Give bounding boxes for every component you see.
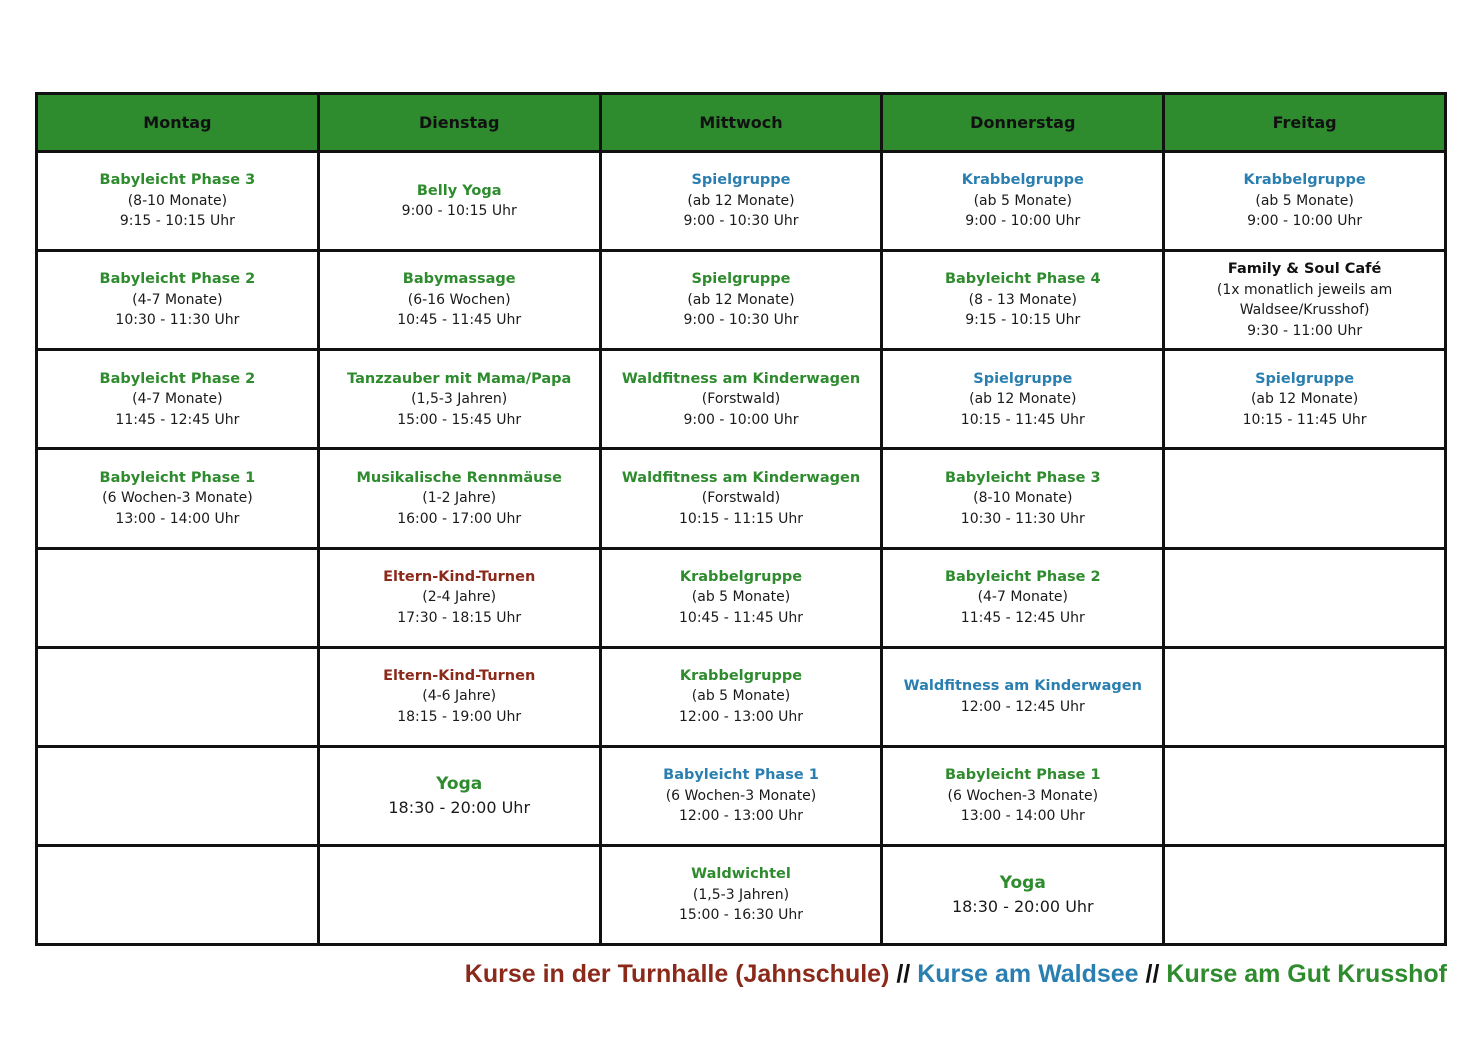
course-time: 17:30 - 18:15 Uhr — [397, 609, 522, 626]
course-time: 16:00 - 17:00 Uhr — [397, 510, 522, 527]
schedule-row — [37, 845, 1446, 944]
location-legend — [465, 960, 1447, 989]
course-title: Krabbelgruppe — [1243, 172, 1366, 189]
course-cell — [37, 251, 319, 350]
course-title: Babyleicht Phase 2 — [944, 568, 1101, 585]
course-cell — [882, 746, 1164, 845]
course-time: 9:00 - 10:15 Uhr — [401, 203, 517, 220]
course-cell — [600, 548, 882, 647]
course-cell — [600, 746, 882, 845]
course-detail: (ab 5 Monate) — [691, 688, 791, 705]
course-title: Babymassage — [402, 271, 516, 288]
course-time: 9:00 - 10:00 Uhr — [683, 411, 799, 428]
legend-separator: // — [1138, 960, 1167, 988]
course-detail: (6 Wochen-3 Monate) — [947, 787, 1099, 804]
course-detail: (4-7 Monate) — [977, 589, 1069, 606]
course-cell — [318, 548, 600, 647]
course-detail: (1x monatlich jeweils am — [1216, 281, 1393, 298]
course-time: 18:30 - 20:00 Uhr — [388, 797, 531, 817]
course-time: 9:00 - 10:30 Uhr — [683, 312, 799, 329]
course-time: 9:00 - 10:00 Uhr — [1247, 213, 1363, 230]
course-title: Babyleicht Phase 4 — [944, 271, 1101, 288]
course-title: Babyleicht Phase 3 — [944, 469, 1101, 486]
course-time: 15:00 - 15:45 Uhr — [397, 411, 522, 428]
course-detail: (8-10 Monate) — [973, 490, 1073, 507]
day-header: Donnerstag — [882, 94, 1164, 152]
course-detail: (8-10 Monate) — [127, 192, 228, 209]
course-time: 10:45 - 11:45 Uhr — [397, 312, 522, 329]
course-title: Waldwichtel — [691, 866, 791, 883]
course-time: 10:30 - 11:30 Uhr — [960, 510, 1085, 527]
course-time: 10:45 - 11:45 Uhr — [679, 609, 803, 626]
course-title: Eltern-Kind-Turnen — [383, 568, 536, 585]
course-detail: Waldsee/Krusshof) — [1239, 302, 1370, 319]
course-title: Krabbelgruppe — [679, 667, 803, 684]
empty-slot — [1164, 548, 1446, 647]
course-title: Waldfitness am Kinderwagen — [621, 469, 861, 486]
schedule-row — [37, 449, 1446, 548]
course-detail: (1,5-3 Jahren) — [411, 391, 508, 408]
schedule-row — [37, 746, 1446, 845]
schedule-row — [37, 350, 1446, 449]
course-detail: (6-16 Wochen) — [407, 291, 511, 308]
schedule-row — [37, 647, 1446, 746]
schedule-row — [37, 251, 1446, 350]
course-time: 13:00 - 14:00 Uhr — [960, 808, 1085, 825]
course-detail: (Forstwald) — [701, 490, 781, 507]
course-title: Belly Yoga — [416, 182, 502, 199]
course-cell — [318, 152, 600, 251]
course-time: 10:15 - 11:15 Uhr — [679, 510, 803, 527]
course-detail: (Forstwald) — [701, 391, 781, 408]
course-cell — [37, 350, 319, 449]
course-time: 18:15 - 19:00 Uhr — [397, 708, 522, 725]
course-detail: (4-7 Monate) — [132, 391, 223, 408]
course-title: Spielgruppe — [691, 271, 791, 288]
course-title: Babyleicht Phase 3 — [99, 172, 256, 189]
course-title: Babyleicht Phase 1 — [99, 469, 256, 486]
course-title: Yoga — [436, 773, 483, 794]
course-cell — [37, 449, 319, 548]
course-time: 12:00 - 13:00 Uhr — [679, 808, 803, 825]
course-cell — [1164, 152, 1446, 251]
course-cell — [600, 647, 882, 746]
course-title: Tanzzauber mit Mama/Papa — [347, 370, 572, 387]
course-cell — [318, 350, 600, 449]
course-title: Krabbelgruppe — [961, 172, 1084, 189]
course-cell — [600, 350, 882, 449]
course-cell — [882, 845, 1164, 944]
course-cell — [600, 251, 882, 350]
course-title: Krabbelgruppe — [679, 568, 803, 585]
course-detail: (2-4 Jahre) — [422, 589, 497, 606]
course-detail: (ab 5 Monate) — [1255, 192, 1354, 209]
course-title: Spielgruppe — [691, 172, 791, 189]
course-cell — [318, 647, 600, 746]
course-detail: (ab 12 Monate) — [687, 192, 795, 209]
course-detail: (4-7 Monate) — [132, 291, 223, 308]
day-header: Montag — [37, 94, 319, 152]
empty-slot — [37, 845, 319, 944]
course-title: Spielgruppe — [973, 370, 1073, 387]
course-cell — [600, 152, 882, 251]
legend-separator: // — [889, 960, 918, 988]
course-cell — [882, 548, 1164, 647]
course-title: Spielgruppe — [1255, 370, 1355, 387]
day-header: Freitag — [1164, 94, 1446, 152]
legend-waldsee: Kurse am Waldsee — [917, 960, 1139, 988]
course-cell — [318, 449, 600, 548]
empty-slot — [37, 548, 319, 647]
course-time: 15:00 - 16:30 Uhr — [679, 907, 803, 924]
course-title: Babyleicht Phase 2 — [99, 370, 256, 387]
course-cell — [318, 746, 600, 845]
course-detail: (6 Wochen-3 Monate) — [665, 787, 817, 804]
course-cell — [882, 350, 1164, 449]
course-cell — [600, 845, 882, 944]
course-detail: (ab 12 Monate) — [687, 291, 795, 308]
legend-turnhalle: Kurse in der Turnhalle (Jahnschule) — [464, 960, 890, 988]
empty-slot — [37, 746, 319, 845]
course-cell — [882, 647, 1164, 746]
course-time: 18:30 - 20:00 Uhr — [951, 896, 1094, 916]
course-cell — [600, 449, 882, 548]
empty-slot — [37, 647, 319, 746]
day-header: Mittwoch — [600, 94, 882, 152]
course-time: 9:15 - 10:15 Uhr — [119, 213, 235, 230]
course-detail: (1,5-3 Jahren) — [692, 886, 790, 903]
course-detail: (ab 12 Monate) — [1250, 391, 1359, 408]
course-cell — [882, 449, 1164, 548]
course-time: 11:45 - 12:45 Uhr — [960, 609, 1085, 626]
course-title: Babyleicht Phase 1 — [663, 767, 819, 784]
course-detail: (1-2 Jahre) — [422, 490, 497, 507]
course-cell — [882, 251, 1164, 350]
course-time: 10:30 - 11:30 Uhr — [115, 312, 240, 329]
schedule-body — [37, 152, 1446, 945]
course-title: Waldfitness am Kinderwagen — [621, 370, 861, 387]
legend-gut-krusshof: Kurse am Gut Krusshof — [1166, 960, 1447, 988]
course-detail: (4-6 Jahre) — [422, 688, 497, 705]
course-title: Yoga — [999, 872, 1046, 893]
course-title: Eltern-Kind-Turnen — [383, 667, 536, 684]
empty-slot — [318, 845, 600, 944]
course-cell — [1164, 251, 1446, 350]
course-time: 10:15 - 11:45 Uhr — [960, 411, 1085, 428]
course-time: 11:45 - 12:45 Uhr — [115, 411, 240, 428]
course-detail: (6 Wochen-3 Monate) — [102, 490, 253, 507]
course-time: 12:00 - 12:45 Uhr — [960, 698, 1085, 715]
course-cell — [1164, 350, 1446, 449]
schedule-row — [37, 548, 1446, 647]
course-time: 10:15 - 11:45 Uhr — [1242, 411, 1367, 428]
course-title: Family & Soul Café — [1227, 261, 1382, 278]
course-cell — [37, 152, 319, 251]
course-time: 13:00 - 14:00 Uhr — [115, 510, 240, 527]
course-time: 9:00 - 10:30 Uhr — [683, 213, 799, 230]
course-title: Babyleicht Phase 1 — [944, 767, 1101, 784]
day-header-row — [37, 94, 1446, 152]
course-title: Babyleicht Phase 2 — [99, 271, 256, 288]
course-detail: (ab 5 Monate) — [691, 589, 791, 606]
course-title: Musikalische Rennmäuse — [356, 469, 562, 486]
course-detail: (ab 12 Monate) — [969, 391, 1077, 408]
course-time: 9:00 - 10:00 Uhr — [965, 213, 1081, 230]
course-title: Waldfitness am Kinderwagen — [903, 678, 1142, 695]
course-schedule-table — [35, 92, 1447, 946]
course-time: 9:15 - 10:15 Uhr — [965, 312, 1081, 329]
empty-slot — [1164, 746, 1446, 845]
schedule-row — [37, 152, 1446, 251]
course-time: 9:30 - 11:00 Uhr — [1247, 322, 1363, 339]
day-header: Dienstag — [318, 94, 600, 152]
course-cell — [882, 152, 1164, 251]
empty-slot — [1164, 647, 1446, 746]
course-cell — [318, 251, 600, 350]
course-time: 12:00 - 13:00 Uhr — [679, 708, 803, 725]
course-detail: (8 - 13 Monate) — [968, 291, 1077, 308]
empty-slot — [1164, 449, 1446, 548]
empty-slot — [1164, 845, 1446, 944]
course-detail: (ab 5 Monate) — [973, 192, 1072, 209]
